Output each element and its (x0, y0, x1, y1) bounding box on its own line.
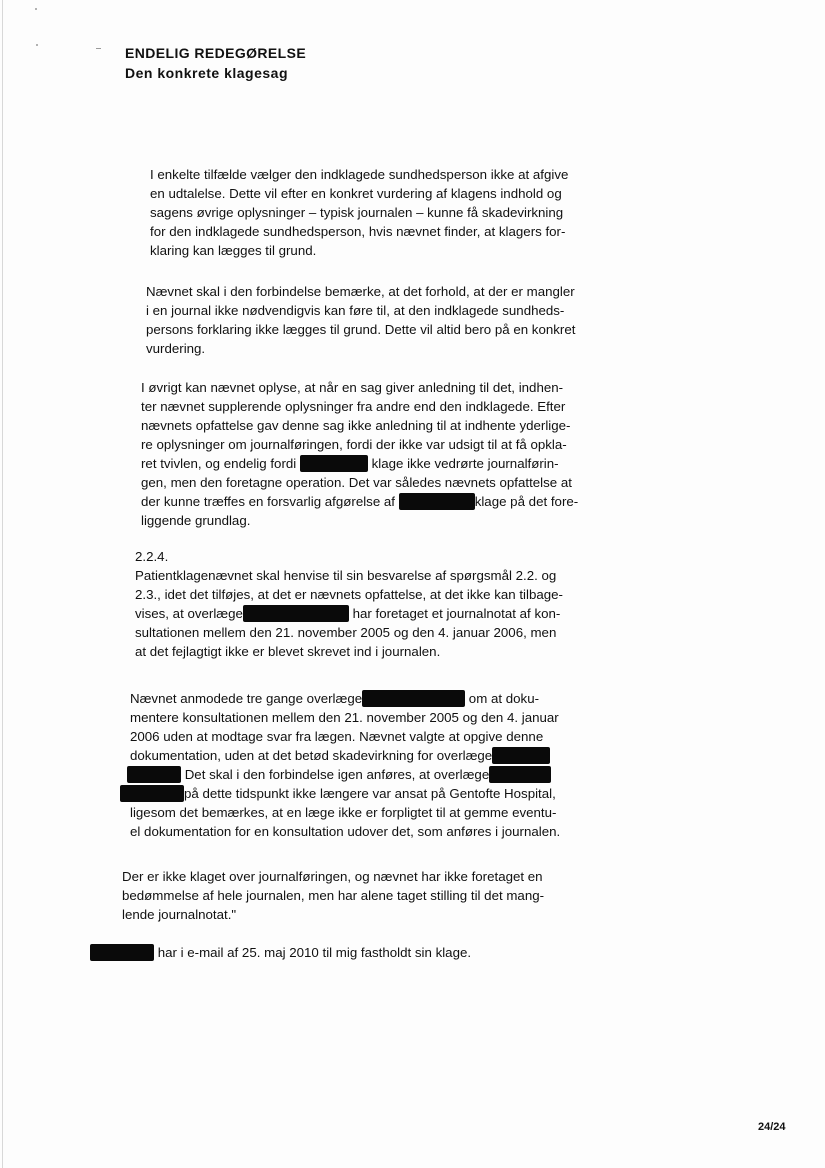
text-segment: har foretaget et journalnotat af kon- (348, 606, 561, 621)
text-segment: dokumentation, uden at det betød skadevirkning for overlæge (130, 748, 493, 763)
text-line: I enkelte tilfælde vælger den indklagede sundhedsperson ikke at afgive (150, 167, 569, 182)
document-subtitle: Den konkrete klagesag (125, 65, 289, 81)
redaction-block (120, 785, 184, 802)
text-line: ligesom det bemærkes, at en læge ikke er forpligtet til at gemme eventu- (130, 805, 557, 820)
text-line: en udtalelse. Dette vil efter en konkret vurdering af klagens indhold og (150, 186, 562, 201)
section-number: 2.2.4. (135, 549, 169, 564)
text-line: liggende grundlag. (141, 513, 251, 528)
text-line: Nævnet skal i den forbindelse bemærke, at det forhold, at der er mangler (146, 284, 575, 299)
paragraph-7 (90, 943, 471, 962)
text-line (90, 943, 471, 962)
text-line: klaring kan lægges til grund. (150, 243, 317, 258)
text-line: sultationen mellem den 21. november 2005 og den 4. januar 2006, men (135, 625, 557, 640)
text-line: 2006 uden at modtage svar fra lægen. Nævnet valgte at opgive denne (130, 729, 544, 744)
text-line: re oplysninger om journalføringen, fordi der ikke var udsigt til at få opkla- (141, 437, 567, 452)
redaction-block (300, 455, 368, 472)
text-segment: klage på det fore- (474, 494, 579, 509)
text-segment: har i e-mail af 25. maj 2010 til mig fastholdt sin klage. (154, 945, 472, 960)
text-segment: vises, at overlæge (135, 606, 243, 621)
scan-speck (96, 48, 101, 49)
scan-speck (35, 8, 37, 10)
paragraph-6 (122, 867, 544, 924)
text-line (135, 604, 563, 623)
text-line (130, 689, 560, 708)
text-line (141, 492, 578, 511)
text-line: lende journalnotat." (122, 907, 237, 922)
text-line (130, 784, 560, 803)
redaction-block (399, 493, 475, 510)
text-line: nævnets opfattelse gav denne sag ikke anledning til at indhente yderlige- (141, 418, 571, 433)
text-line (141, 454, 578, 473)
text-line (130, 746, 560, 765)
paragraph-3 (141, 378, 578, 530)
redaction-block (90, 944, 154, 961)
redaction-block (489, 766, 551, 783)
text-line: ter nævnet supplerende oplysninger fra andre end den indklagede. Efter (141, 399, 566, 414)
text-line: 2.3., idet det tilføjes, at det er nævnets opfattelse, at det ikke kan tilbage- (135, 587, 563, 602)
text-line: persons forklaring ikke lægges til grund. Dette vil altid bero på en konkret (146, 322, 576, 337)
text-line: sagens øvrige oplysninger – typisk journalen – kunne få skadevirkning (150, 205, 564, 220)
paragraph-5 (130, 689, 560, 841)
text-line: el dokumentation for en konsultation udover det, som anføres i journalen. (130, 824, 561, 839)
text-line: bedømmelse af hele journalen, men har alene taget stilling til det mang- (122, 888, 545, 903)
text-line: for den indklagede sundhedsperson, hvis nævnet finder, at klagers for- (150, 224, 566, 239)
text-segment: om at doku- (465, 691, 540, 706)
text-line: vurdering. (146, 341, 206, 356)
redaction-block (243, 605, 349, 622)
text-line: gen, men den foretagne operation. Det var således nævnets opfattelse at (141, 475, 572, 490)
scan-speck (36, 44, 38, 46)
text-line: Patientklagenævnet skal henvise til sin besvarelse af spørgsmål 2.2. og (135, 568, 557, 583)
text-line: i en journal ikke nødvendigvis kan føre til, at den indklagede sundheds- (146, 303, 565, 318)
text-line: I øvrigt kan nævnet oplyse, at når en sag giver anledning til det, indhen- (141, 380, 564, 395)
scan-edge (2, 0, 3, 1168)
redaction-block (492, 747, 550, 764)
text-segment: ret tvivlen, og endelig fordi (141, 456, 300, 471)
document-title: ENDELIG REDEGØRELSE (125, 45, 307, 61)
page-number: 24/24 (758, 1121, 786, 1133)
text-line: at det fejlagtigt ikke er blevet skrevet ind i journalen. (135, 644, 441, 659)
text-segment: Det skal i den forbindelse igen anføres, at overlæge (181, 767, 490, 782)
text-segment: på dette tidspunkt ikke længere var ansat på Gentofte Hospital, (184, 786, 556, 801)
text-line (130, 765, 560, 784)
redaction-block (127, 766, 181, 783)
paragraph-2 (146, 282, 575, 358)
paragraph-4 (135, 547, 563, 661)
redaction-block (362, 690, 465, 707)
text-segment: Nævnet anmodede tre gange overlæge (130, 691, 363, 706)
text-segment: der kunne træffes en forsvarlig afgørelse af (141, 494, 399, 509)
paragraph-1 (150, 165, 568, 260)
text-line: Der er ikke klaget over journalføringen, og nævnet har ikke foretaget en (122, 869, 543, 884)
text-line: mentere konsultationen mellem den 21. november 2005 og den 4. januar (130, 710, 559, 725)
text-segment: klage ikke vedrørte journalførin- (367, 456, 559, 471)
